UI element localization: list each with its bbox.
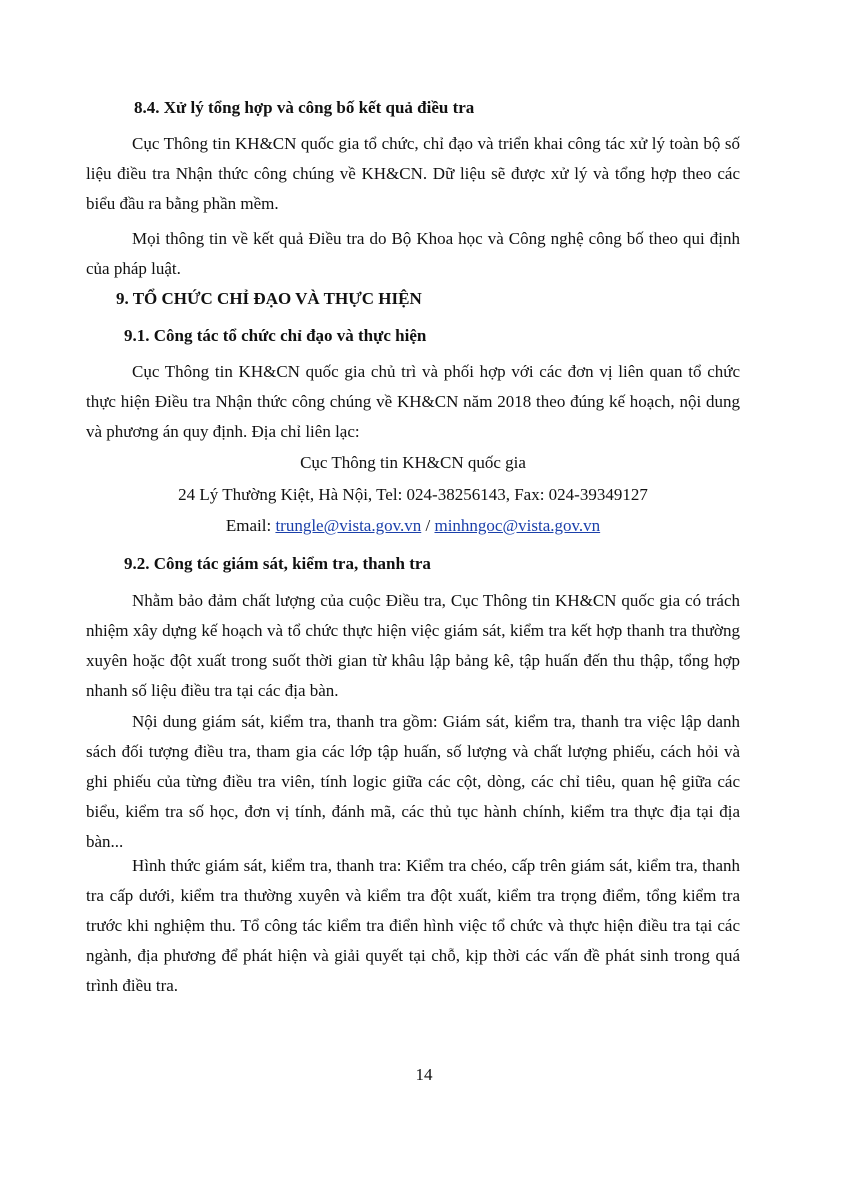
paragraph-8-4-1: Cục Thông tin KH&CN quốc gia tổ chức, chỉ đạo và triển khai công tác xử lý toàn bộ số liệu điều tra Nhận thức công chúng về KH&CN. Dữ liệu sẽ được xử lý và tổng hợp theo các biểu đầu ra bằng phần mềm.	[86, 134, 740, 213]
contact-address: 24 Lý Thường Kiệt, Hà Nội, Tel: 024-38256143, Fax: 024-39349127	[178, 485, 648, 504]
email-separator: /	[425, 516, 431, 535]
contact-org: Cục Thông tin KH&CN quốc gia	[300, 453, 526, 472]
email-link-1[interactable]: trungle@vista.gov.vn	[275, 516, 422, 535]
contact-email-line	[86, 516, 740, 536]
paragraph-9-2-2: Nội dung giám sát, kiểm tra, thanh tra gồm: Giám sát, kiểm tra, thanh tra việc lập danh sách đối tượng điều tra, tham gia các lớp tập huấn, số lượng và chất lượng phiếu, cách hỏi và ghi phiếu của từng điều tra viên, tính logic giữa các cột, dòng, các chỉ tiêu, quan hệ giữa các biểu, kiểm tra số học, đơn vị tính, đánh mã, các thủ tục hành chính, kiểm tra thực địa tại địa bàn...	[86, 712, 740, 851]
page-number: 14	[415, 1065, 433, 1084]
paragraph-8-4-2: Mọi thông tin về kết quả Điều tra do Bộ Khoa học và Công nghệ công bố theo qui định của pháp luật.	[86, 229, 740, 278]
heading-9-1: 9.1. Công tác tổ chức chỉ đạo và thực hiện	[124, 326, 427, 345]
paragraph-9-2-1: Nhằm bảo đảm chất lượng của cuộc Điều tra, Cục Thông tin KH&CN quốc gia có trách nhiệm xây dựng kế hoạch và tổ chức thực hiện việc giám sát, kiểm tra kết hợp thanh tra thường xuyên hoặc đột xuất trong suốt thời gian từ khâu lập bảng kê, tập huấn đến thu thập, tổng hợp nhanh số liệu điều tra tại các địa bàn.	[86, 591, 740, 700]
heading-9-2: 9.2. Công tác giám sát, kiểm tra, thanh tra	[124, 554, 431, 573]
email-link-2[interactable]: minhngoc@vista.gov.vn	[434, 516, 601, 535]
heading-9: 9. TỔ CHỨC CHỈ ĐẠO VÀ THỰC HIỆN	[116, 289, 422, 308]
heading-8-4: 8.4. Xử lý tổng hợp và công bố kết quả điều tra	[134, 98, 475, 117]
email-label: Email:	[225, 516, 272, 535]
paragraph-9-2-3: Hình thức giám sát, kiểm tra, thanh tra: Kiểm tra chéo, cấp trên giám sát, kiểm tra, thanh tra cấp dưới, kiểm tra thường xuyên và kiểm tra đột xuất, kiểm tra trọng điểm, tổng kiểm tra trước khi nghiệm thu. Tổ công tác kiểm tra điển hình việc tổ chức và thực hiện điều tra tại các ngành, địa phương để phát hiện và giải quyết tại chỗ, kịp thời các vấn đề phát sinh trong quá trình điều tra.	[86, 856, 740, 995]
paragraph-9-1: Cục Thông tin KH&CN quốc gia chủ trì và phối hợp với các đơn vị liên quan tổ chức thực hiện Điều tra Nhận thức công chúng về KH&CN năm 2018 theo đúng kế hoạch, nội dung và phương án quy định. Địa chỉ liên lạc:	[86, 362, 740, 441]
